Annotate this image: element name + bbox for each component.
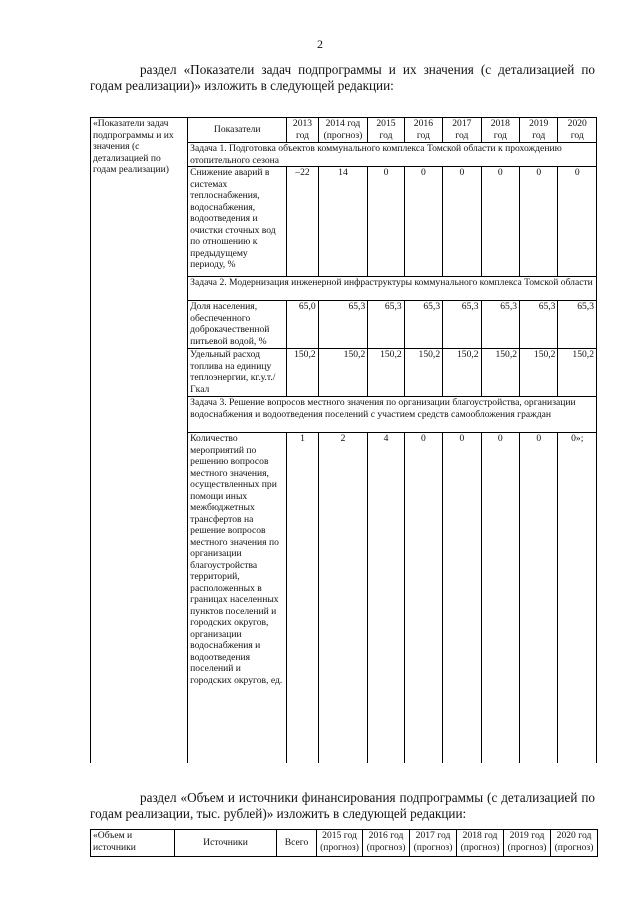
task-1: Задача 1. Подготовка объектов коммунального комплекса Томской области к прохождению отопительного сезона bbox=[188, 143, 597, 167]
row-4-value: 1 bbox=[287, 433, 318, 763]
row-2-value: 65,0 bbox=[287, 301, 318, 349]
header-2015: 2015 год bbox=[368, 118, 404, 143]
header-sources: Источники bbox=[175, 830, 277, 857]
row-4-label: Количество мероприятий по решению вопросов местного значения, осуществленных при помощи иных межбюджетных трансфертов на решение вопросов местного значения по организации благоустройства территорий, расположенных в границах населенных пунктов поселений и городских округов, организации водоснабжения и водоотведения поселений и городских округов, ед. bbox=[188, 433, 287, 763]
row-1-value: 0 bbox=[481, 167, 519, 277]
row-2-value: 65,3 bbox=[481, 301, 519, 349]
row-3-value: 150,2 bbox=[318, 349, 368, 397]
row-4-value: 0 bbox=[481, 433, 519, 763]
row-3-value: 150,2 bbox=[404, 349, 442, 397]
row-4-value: 0 bbox=[443, 433, 481, 763]
row-1-value: 0 bbox=[520, 167, 558, 277]
row-1-value: 14 bbox=[318, 167, 368, 277]
row-3-label: Удельный расход топлива на единицу теплоэнергии, кг.у.т./Гкал bbox=[188, 349, 287, 397]
header-2016: 2016 год bbox=[404, 118, 442, 143]
indicators-row-title: «Показатели задач подпрограммы и их значения (с детализацией по годам реализации) bbox=[91, 118, 188, 763]
row-4-value: 0 bbox=[520, 433, 558, 763]
row-3-value: 150,2 bbox=[558, 349, 597, 397]
header-2018: 2018 год (прогноз) bbox=[457, 830, 504, 857]
header-2019: 2019 год (прогноз) bbox=[504, 830, 551, 857]
task-3: Задача 3. Решение вопросов местного значения по организации благоустройства, организации водоснабжения и водоотведения поселений с участием средств самообложения граждан bbox=[188, 397, 597, 433]
header-2020: 2020 год bbox=[558, 118, 597, 143]
row-3-value: 150,2 bbox=[520, 349, 558, 397]
header-2014: 2014 год (прогноз) bbox=[318, 118, 368, 143]
row-1-value: 0 bbox=[558, 167, 597, 277]
row-1-label: Снижение аварий в системах теплоснабжения, водоснабжения, водоотведения и очистки сточных вод по отношению к предыдущему периоду, % bbox=[188, 167, 287, 277]
paragraph-1: раздел «Показатели задач подпрограммы и их значения (с детализацией по годам реализации)» изложить в следующей редакции: bbox=[90, 62, 595, 93]
header-2013: 2013 год bbox=[287, 118, 318, 143]
page-number: 2 bbox=[317, 37, 323, 51]
row-3-value: 150,2 bbox=[287, 349, 318, 397]
financing-table bbox=[90, 829, 598, 857]
header-2017: 2017 год bbox=[443, 118, 481, 143]
header-indicators: Показатели bbox=[188, 118, 287, 143]
row-4-value: 0 bbox=[404, 433, 442, 763]
row-1-value: 0 bbox=[443, 167, 481, 277]
header-2017: 2017 год (прогноз) bbox=[410, 830, 457, 857]
row-2-value: 65,3 bbox=[558, 301, 597, 349]
row-3-value: 150,2 bbox=[443, 349, 481, 397]
row-2-value: 65,3 bbox=[520, 301, 558, 349]
header-total: Всего bbox=[277, 830, 317, 857]
row-4-value: 0»; bbox=[558, 433, 597, 763]
header-2018: 2018 год bbox=[481, 118, 519, 143]
header-2015: 2015 год (прогноз) bbox=[317, 830, 363, 857]
row-4-value: 2 bbox=[318, 433, 368, 763]
row-1-value: 0 bbox=[368, 167, 404, 277]
row-3-value: 150,2 bbox=[368, 349, 404, 397]
paragraph-2: раздел «Объем и источники финансирования подпрограммы (с детализацией по годам реализации, тыс. рублей)» изложить в следующей редакции: bbox=[90, 790, 595, 821]
row-2-label: Доля населения, обеспеченного доброкачественной питьевой водой, % bbox=[188, 301, 287, 349]
row-2-value: 65,3 bbox=[404, 301, 442, 349]
financing-row-title: «Объем и источники bbox=[91, 830, 175, 857]
row-2-value: 65,3 bbox=[443, 301, 481, 349]
row-1-value: 0 bbox=[404, 167, 442, 277]
row-1-value: –22 bbox=[287, 167, 318, 277]
header-2016: 2016 год (прогноз) bbox=[363, 830, 410, 857]
header-2019: 2019 год bbox=[520, 118, 558, 143]
row-4-value: 4 bbox=[368, 433, 404, 763]
row-3-value: 150,2 bbox=[481, 349, 519, 397]
header-2020: 2020 год (прогноз) bbox=[551, 830, 598, 857]
row-2-value: 65,3 bbox=[318, 301, 368, 349]
row-2-value: 65,3 bbox=[368, 301, 404, 349]
task-2: Задача 2. Модернизация инженерной инфраструктуры коммунального комплекса Томской области bbox=[188, 277, 597, 301]
indicators-table bbox=[90, 117, 597, 763]
